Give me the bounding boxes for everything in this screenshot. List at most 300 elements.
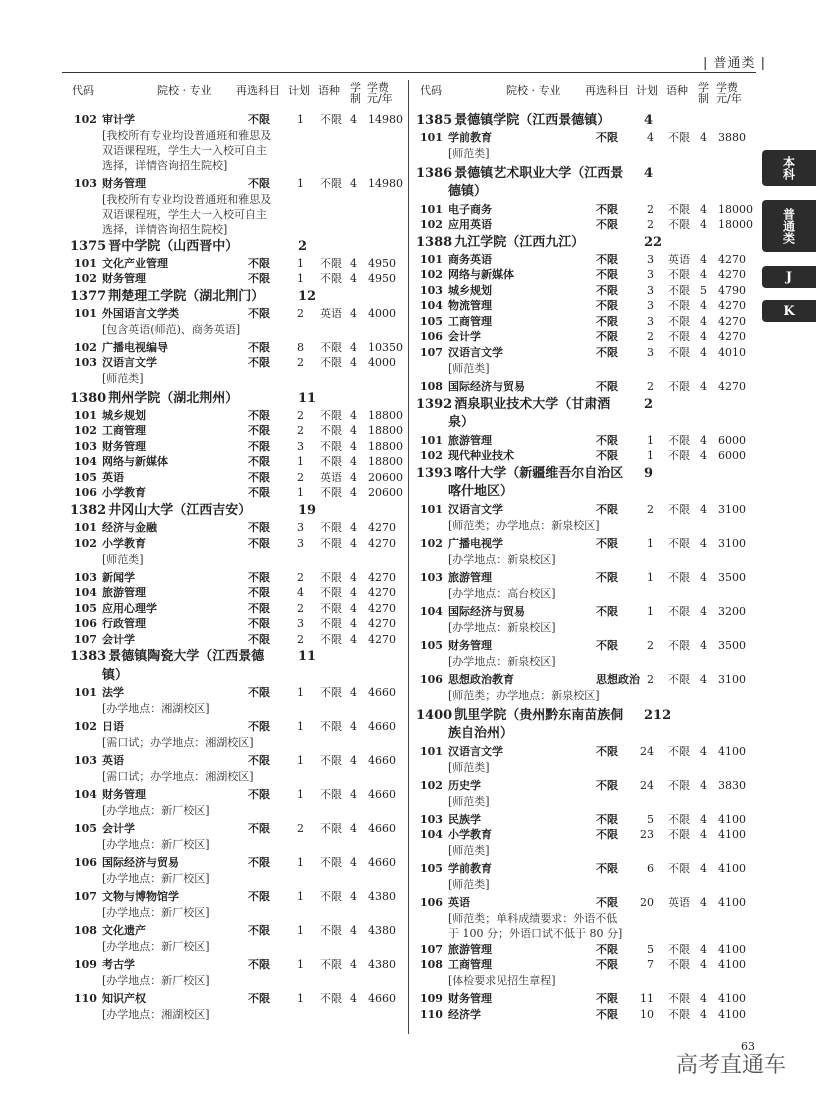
major-fee: 18800 (368, 424, 403, 437)
major-note: [体检要求见招生章程] (448, 974, 556, 987)
major-row (70, 257, 406, 271)
major-row (70, 602, 406, 616)
major-language: 不限 (668, 434, 690, 447)
major-name: 民族学 (448, 813, 481, 826)
major-row (416, 434, 756, 448)
col-subject: 再选科目 (585, 84, 629, 97)
major-language: 不限 (320, 341, 342, 354)
major-years: 4 (700, 992, 707, 1005)
major-subject: 不限 (596, 503, 618, 516)
major-note: [师范类；办学地点：新泉校区] (448, 519, 600, 532)
major-plan: 1 (297, 455, 304, 468)
major-note: [办学地点：新厂校区] (102, 804, 210, 817)
major-code: 101 (420, 131, 443, 144)
major-note: 双语课程班，学生大一入校可自主 (102, 144, 267, 157)
major-fee: 4100 (718, 958, 746, 971)
major-code: 108 (420, 958, 443, 971)
major-fee: 4380 (368, 890, 396, 903)
major-years: 4 (700, 449, 707, 462)
major-name: 国际经济与贸易 (448, 380, 525, 393)
major-language: 不限 (668, 503, 690, 516)
major-subject: 不限 (248, 113, 270, 126)
major-name: 城乡规划 (448, 284, 492, 297)
major-subject: 不限 (596, 330, 618, 343)
major-plan: 4 (297, 586, 304, 599)
major-note: [师范类] (448, 362, 490, 375)
major-fee: 18000 (718, 203, 753, 216)
school-name-cont: 德镇） (448, 184, 488, 199)
major-subject: 不限 (248, 341, 270, 354)
major-code: 102 (74, 537, 97, 550)
major-plan: 2 (647, 330, 654, 343)
school-heading (416, 707, 752, 725)
major-code: 110 (74, 992, 97, 1005)
major-name: 财务管理 (102, 440, 146, 453)
major-row (70, 856, 406, 870)
major-years: 4 (700, 571, 707, 584)
major-name: 旅游管理 (448, 943, 492, 956)
major-note: 选择，详情咨询招生院校] (102, 223, 228, 236)
major-code: 107 (74, 633, 97, 646)
major-language: 不限 (320, 822, 342, 835)
school-code: 1377 (70, 289, 107, 304)
major-name: 城乡规划 (102, 409, 146, 422)
school-code: 1386 (416, 166, 453, 181)
major-note: [办学地点：新厂校区] (102, 940, 210, 953)
major-row (70, 356, 406, 370)
major-subject: 不限 (596, 537, 618, 550)
major-plan: 2 (647, 203, 654, 216)
major-code: 102 (74, 720, 97, 733)
major-plan: 3 (297, 537, 304, 550)
major-years: 4 (350, 307, 357, 320)
major-plan: 4 (647, 131, 654, 144)
major-row (416, 673, 756, 687)
major-plan: 2 (297, 424, 304, 437)
major-language: 不限 (668, 203, 690, 216)
major-code: 107 (420, 346, 443, 359)
major-plan: 10 (640, 1008, 654, 1021)
major-row (70, 586, 406, 600)
major-name: 商务英语 (448, 253, 492, 266)
major-row (70, 424, 406, 438)
school-plan: 4 (644, 113, 654, 128)
major-plan: 2 (297, 602, 304, 615)
major-note: [师范类] (448, 844, 490, 857)
major-note: [师范类] (448, 878, 490, 891)
major-row (416, 330, 756, 344)
major-code: 103 (420, 284, 443, 297)
major-name: 会计学 (102, 633, 135, 646)
major-row (70, 720, 406, 734)
major-fee: 4660 (368, 754, 396, 767)
major-years: 4 (350, 471, 357, 484)
school-name-cont: 镇） (102, 668, 129, 683)
major-fee: 4270 (368, 571, 396, 584)
major-name: 学前教育 (448, 862, 492, 875)
major-plan: 1 (297, 754, 304, 767)
school-name-cont: 泉） (448, 415, 475, 430)
major-note: [师范类；单科成绩要求：外语不低 (448, 912, 618, 925)
major-years: 4 (700, 131, 707, 144)
major-code: 101 (420, 203, 443, 216)
major-plan: 7 (647, 958, 654, 971)
major-name: 国际经济与贸易 (448, 605, 525, 618)
major-years: 4 (700, 958, 707, 971)
major-subject: 不限 (248, 617, 270, 630)
major-years: 4 (350, 409, 357, 422)
col-plan: 计划 (636, 84, 658, 97)
major-name: 历史学 (448, 779, 481, 792)
major-language: 不限 (668, 673, 690, 686)
major-plan: 3 (647, 268, 654, 281)
school-heading (416, 396, 752, 414)
major-code: 101 (74, 307, 97, 320)
major-code: 106 (74, 856, 97, 869)
major-subject: 不限 (248, 992, 270, 1005)
side-tab-j[interactable]: J (762, 266, 816, 288)
major-code: 102 (74, 272, 97, 285)
school-name: 荆州学院（湖北荆州） (108, 391, 239, 406)
major-row (416, 537, 756, 551)
major-note: [办学地点：新厂校区] (102, 872, 210, 885)
major-note: [师范类] (448, 795, 490, 808)
major-plan: 3 (297, 617, 304, 630)
major-years: 4 (350, 571, 357, 584)
major-language: 不限 (320, 890, 342, 903)
major-plan: 1 (647, 434, 654, 447)
major-code: 105 (74, 822, 97, 835)
major-language: 不限 (320, 633, 342, 646)
major-plan: 5 (647, 943, 654, 956)
major-code: 108 (420, 380, 443, 393)
major-years: 4 (350, 617, 357, 630)
major-note: [办学地点：新泉校区] (448, 621, 556, 634)
major-row (70, 686, 406, 700)
major-years: 4 (700, 828, 707, 841)
major-plan: 2 (647, 639, 654, 652)
school-name: 九江学院（江西九江） (454, 235, 585, 250)
major-fee: 4100 (718, 1008, 746, 1021)
school-heading (70, 390, 400, 408)
major-subject: 不限 (248, 856, 270, 869)
major-subject: 不限 (248, 307, 270, 320)
major-language: 不限 (320, 440, 342, 453)
major-name: 现代种业技术 (448, 449, 514, 462)
major-code: 105 (420, 639, 443, 652)
major-language: 不限 (320, 571, 342, 584)
major-name: 广播电视学 (448, 537, 503, 550)
col-years: 学制 (698, 81, 709, 105)
major-years: 4 (350, 341, 357, 354)
major-subject: 不限 (248, 754, 270, 767)
major-row (416, 203, 756, 217)
side-tab-putonglei[interactable]: 普通类 (762, 200, 816, 252)
major-subject: 不限 (596, 268, 618, 281)
major-language: 不限 (320, 409, 342, 422)
major-name: 会计学 (102, 822, 135, 835)
major-name: 会计学 (448, 330, 481, 343)
major-name: 外国语言文学类 (102, 307, 179, 320)
major-fee: 4100 (718, 828, 746, 841)
major-name: 考古学 (102, 958, 135, 971)
major-code: 110 (420, 1008, 443, 1021)
major-row (416, 958, 756, 972)
major-plan: 1 (647, 537, 654, 550)
major-years: 4 (700, 537, 707, 550)
major-note: [办学地点：新厂校区] (102, 974, 210, 987)
side-tab-benke[interactable]: 本科 (762, 150, 816, 186)
major-code: 105 (74, 602, 97, 615)
major-fee: 4270 (718, 253, 746, 266)
major-note: [办学地点：湘湖校区] (102, 1008, 210, 1021)
major-code: 102 (420, 779, 443, 792)
major-subject: 不限 (596, 253, 618, 266)
school-code: 1385 (416, 113, 453, 128)
major-plan: 1 (297, 924, 304, 937)
major-language: 不限 (320, 617, 342, 630)
major-language: 不限 (668, 380, 690, 393)
major-plan: 1 (297, 257, 304, 270)
school-name: 酒泉职业技术大学（甘肃酒 (454, 397, 611, 412)
school-plan: 4 (644, 166, 654, 181)
major-years: 4 (350, 924, 357, 937)
major-plan: 24 (640, 779, 654, 792)
major-years: 4 (350, 257, 357, 270)
major-language: 不限 (668, 639, 690, 652)
major-language: 不限 (320, 272, 342, 285)
major-fee: 4270 (718, 315, 746, 328)
major-subject: 不限 (248, 356, 270, 369)
major-code: 104 (74, 455, 97, 468)
major-subject: 不限 (248, 471, 270, 484)
major-fee: 4270 (718, 380, 746, 393)
major-code: 105 (420, 315, 443, 328)
school-heading (416, 165, 752, 183)
major-language: 不限 (320, 720, 342, 733)
side-tab-k[interactable]: K (762, 300, 816, 322)
major-subject: 不限 (248, 486, 270, 499)
major-code: 104 (420, 299, 443, 312)
major-name: 广播电视编导 (102, 341, 168, 354)
major-fee: 4660 (368, 686, 396, 699)
major-row (70, 537, 406, 551)
major-plan: 2 (647, 380, 654, 393)
major-language: 不限 (668, 779, 690, 792)
column-divider (408, 80, 409, 1034)
school-code: 1388 (416, 235, 453, 250)
major-fee: 4790 (718, 284, 746, 297)
major-subject: 不限 (596, 315, 618, 328)
major-name: 网络与新媒体 (448, 268, 514, 281)
school-code: 1380 (70, 391, 107, 406)
major-note: [师范类] (102, 553, 144, 566)
major-row (70, 924, 406, 938)
major-name: 法学 (102, 686, 124, 699)
major-fee: 4270 (368, 633, 396, 646)
major-language: 不限 (320, 177, 342, 190)
major-fee: 3100 (718, 537, 746, 550)
major-subject: 不限 (596, 605, 618, 618)
major-row (416, 1008, 756, 1022)
major-years: 4 (700, 253, 707, 266)
major-years: 4 (700, 943, 707, 956)
major-plan: 1 (647, 605, 654, 618)
major-fee: 4100 (718, 745, 746, 758)
major-fee: 4100 (718, 992, 746, 1005)
major-fee: 4100 (718, 943, 746, 956)
major-code: 106 (74, 617, 97, 630)
major-plan: 2 (297, 633, 304, 646)
major-name: 小学教育 (102, 537, 146, 550)
major-code: 109 (74, 958, 97, 971)
major-name: 经济学 (448, 1008, 481, 1021)
major-row (70, 890, 406, 904)
major-language: 不限 (320, 113, 342, 126)
col-years: 学制 (350, 81, 361, 105)
major-years: 4 (700, 639, 707, 652)
major-language: 不限 (668, 449, 690, 462)
major-name: 应用英语 (448, 218, 492, 231)
school-code: 1383 (70, 649, 107, 664)
major-fee: 4100 (718, 813, 746, 826)
major-fee: 4380 (368, 958, 396, 971)
school-heading (70, 238, 400, 256)
major-plan: 3 (647, 284, 654, 297)
major-row (416, 992, 756, 1006)
major-years: 4 (700, 315, 707, 328)
major-fee: 4100 (718, 896, 746, 909)
major-row (70, 272, 406, 286)
major-plan: 2 (297, 471, 304, 484)
major-name: 网络与新媒体 (102, 455, 168, 468)
major-code: 102 (420, 218, 443, 231)
major-code: 106 (74, 486, 97, 499)
major-plan: 23 (640, 828, 654, 841)
major-language: 不限 (668, 131, 690, 144)
major-plan: 1 (297, 856, 304, 869)
major-years: 4 (350, 958, 357, 971)
major-note: [我校所有专业均设普通班和雅思及 (102, 193, 272, 206)
major-subject: 不限 (248, 788, 270, 801)
major-subject: 不限 (596, 131, 618, 144)
major-code: 104 (74, 788, 97, 801)
major-years: 4 (350, 113, 357, 126)
major-name: 英语 (102, 471, 124, 484)
major-name: 审计学 (102, 113, 135, 126)
major-subject: 不限 (248, 177, 270, 190)
major-subject: 不限 (596, 813, 618, 826)
major-row (416, 380, 756, 394)
major-language: 不限 (668, 218, 690, 231)
school-name: 景德镇陶瓷大学（江西景德 (108, 649, 265, 664)
major-code: 102 (420, 537, 443, 550)
school-heading (416, 465, 752, 483)
major-fee: 4000 (368, 356, 396, 369)
major-years: 4 (350, 424, 357, 437)
major-subject: 不限 (248, 521, 270, 534)
major-plan: 2 (647, 503, 654, 516)
major-code: 107 (420, 943, 443, 956)
major-note: [包含英语(师范)、商务英语] (102, 323, 241, 336)
major-fee: 4270 (368, 617, 396, 630)
major-row (70, 341, 406, 355)
right-column (416, 0, 756, 1100)
major-row (70, 521, 406, 535)
major-years: 4 (350, 720, 357, 733)
school-heading (70, 288, 400, 306)
major-subject: 不限 (248, 602, 270, 615)
major-subject: 不限 (596, 896, 618, 909)
major-fee: 4950 (368, 257, 396, 270)
major-subject: 思想政治 (596, 673, 640, 686)
major-code: 101 (74, 686, 97, 699)
major-language: 不限 (320, 356, 342, 369)
major-code: 106 (420, 673, 443, 686)
major-code: 104 (420, 605, 443, 618)
major-plan: 24 (640, 745, 654, 758)
major-row (70, 788, 406, 802)
major-fee: 3880 (718, 131, 746, 144)
major-plan: 5 (647, 813, 654, 826)
major-plan: 1 (297, 788, 304, 801)
major-subject: 不限 (596, 992, 618, 1005)
major-row (70, 455, 406, 469)
major-row (416, 503, 756, 517)
major-language: 不限 (320, 856, 342, 869)
major-plan: 8 (297, 341, 304, 354)
major-name: 财务管理 (448, 639, 492, 652)
school-code: 1375 (70, 239, 107, 254)
major-language: 不限 (668, 828, 690, 841)
major-language: 不限 (668, 330, 690, 343)
major-code: 108 (74, 924, 97, 937)
major-note: [师范类] (102, 372, 144, 385)
major-note: [办学地点：新泉校区] (448, 553, 556, 566)
major-language: 不限 (320, 586, 342, 599)
major-code: 105 (74, 471, 97, 484)
major-language: 不限 (668, 537, 690, 550)
major-row (416, 862, 756, 876)
major-name: 汉语言文学 (448, 745, 503, 758)
major-row (416, 813, 756, 827)
major-row (70, 992, 406, 1006)
major-note: [办学地点：新泉校区] (448, 655, 556, 668)
major-subject: 不限 (248, 424, 270, 437)
major-years: 4 (700, 268, 707, 281)
major-language: 不限 (320, 257, 342, 270)
major-plan: 3 (647, 299, 654, 312)
major-code: 102 (420, 268, 443, 281)
major-language: 不限 (320, 686, 342, 699)
major-years: 4 (700, 896, 707, 909)
major-fee: 4380 (368, 924, 396, 937)
major-years: 4 (350, 272, 357, 285)
school-heading (416, 234, 752, 252)
major-row (416, 346, 756, 360)
major-code: 102 (74, 341, 97, 354)
major-years: 4 (350, 992, 357, 1005)
major-language: 不限 (320, 754, 342, 767)
col-plan: 计划 (288, 84, 310, 97)
major-row (70, 440, 406, 454)
major-fee: 3500 (718, 639, 746, 652)
major-plan: 3 (647, 253, 654, 266)
major-name: 汉语言文学 (448, 503, 503, 516)
major-fee: 4270 (718, 268, 746, 281)
major-years: 4 (700, 346, 707, 359)
col-name: 院校 · 专业 (157, 84, 212, 97)
